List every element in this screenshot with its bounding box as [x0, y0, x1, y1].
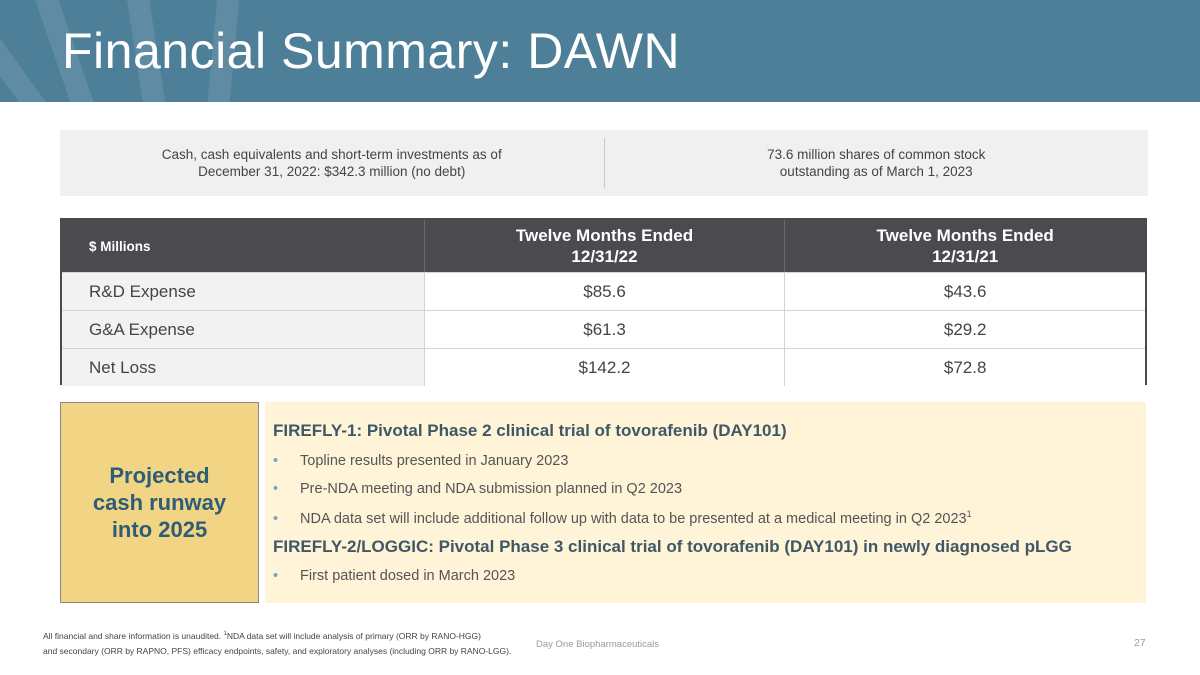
- bullet-icon: •: [273, 568, 279, 584]
- list-item: [273, 453, 568, 469]
- page-title: Financial Summary: DAWN: [62, 23, 681, 79]
- firefly-1-heading: FIREFLY-1: Pivotal Phase 2 clinical trial of tovorafenib (DAY101): [273, 421, 787, 440]
- page-number: 27: [1134, 637, 1146, 649]
- table-header-row: [62, 220, 1145, 272]
- bullet-text: First patient dosed in March 2023: [300, 568, 516, 584]
- key-metrics-band: [60, 130, 1148, 196]
- row-label: Net Loss: [62, 349, 424, 386]
- column-header-2022: Twelve Months Ended 12/31/22: [424, 220, 785, 272]
- row-label: G&A Expense: [62, 311, 424, 348]
- cash-runway-callout: Projected cash runway into 2025: [60, 402, 259, 603]
- table-cell: $43.6: [784, 273, 1145, 310]
- cash-summary: Cash, cash equivalents and short-term investments as of December 31, 2022: $342.3 million (no debt): [161, 147, 502, 179]
- footnote-line-1: [43, 627, 511, 644]
- table-cell: $61.3: [424, 311, 785, 348]
- table-cell: $72.8: [784, 349, 1145, 386]
- bullet-text: Topline results presented in January 2023: [300, 453, 569, 469]
- bullet-icon: •: [273, 481, 279, 497]
- list-item: [273, 568, 515, 584]
- unit-label: $ Millions: [62, 220, 424, 272]
- table-row: [62, 310, 1145, 348]
- row-label: R&D Expense: [62, 273, 424, 310]
- company-name: Day One Biopharmaceuticals: [536, 639, 660, 650]
- title-banner: [0, 0, 1200, 102]
- footnote-text: All financial and share information is unaudited.: [43, 630, 224, 641]
- table-cell: $29.2: [784, 311, 1145, 348]
- bullet-text: Pre-NDA meeting and NDA submission planned in Q2 2023: [300, 481, 683, 497]
- footnote-ref: 1: [223, 631, 227, 637]
- clinical-trials-panel: [265, 402, 1146, 603]
- list-item: [273, 509, 972, 527]
- footnote-text: NDA data set will include analysis of primary (ORR by RANO-HGG): [226, 630, 481, 641]
- list-item: [273, 481, 682, 497]
- column-header-2021: Twelve Months Ended 12/31/21: [784, 220, 1145, 272]
- table-cell: $85.6: [424, 273, 785, 310]
- shares-summary: 73.6 million shares of common stock outstanding as of March 1, 2023: [767, 147, 986, 179]
- bullet-icon: •: [273, 453, 279, 469]
- firefly-2-heading: FIREFLY-2/LOGGIC: Pivotal Phase 3 clinical trial of tovorafenib (DAY101) in newly diagnosed pLGG: [273, 537, 1072, 556]
- bullet-icon: •: [273, 510, 279, 527]
- footnote-line-2: and secondary (ORR by RAPNO, PFS) efficacy endpoints, safety, and exploratory analyses (including ORR by RANO-LGG).: [43, 645, 512, 656]
- bullet-text: NDA data set will include additional follow up with data to be presented at a medical meeting in Q2 2023: [300, 510, 967, 527]
- financial-table: [60, 218, 1147, 385]
- footnote-ref: 1: [966, 509, 972, 519]
- table-cell: $142.2: [424, 349, 785, 386]
- table-row: [62, 272, 1145, 310]
- footnote: [43, 627, 511, 659]
- table-row: [62, 348, 1145, 386]
